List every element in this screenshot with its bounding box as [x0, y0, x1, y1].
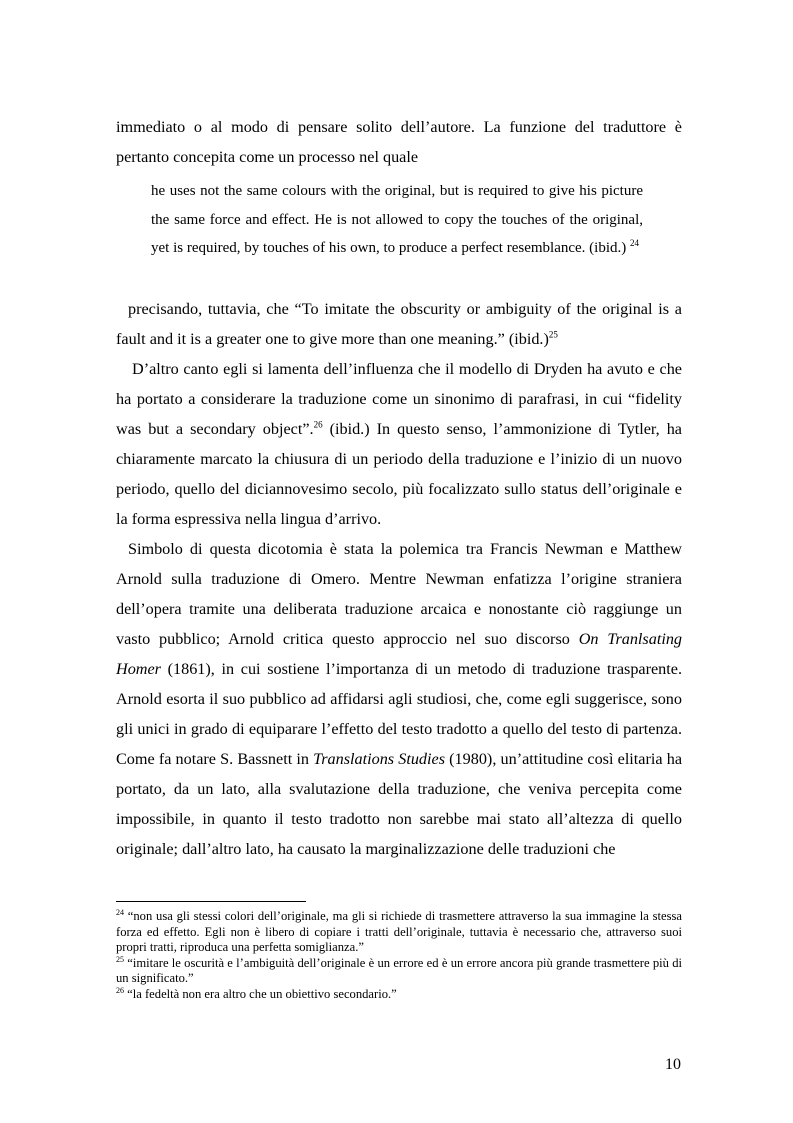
footnote-26 — [116, 987, 682, 1003]
block-quote — [151, 177, 643, 263]
footnote-text: “la fedeltà non era altro che un obiettivo secondario.” — [127, 986, 397, 1001]
paragraph-1 — [116, 112, 682, 172]
footnote-separator — [116, 901, 306, 902]
paragraph-4 — [116, 534, 682, 864]
page-number: 10 — [665, 1056, 681, 1073]
paragraph-4-text-b: (1861), in cui sostiene l’importanza di un metodo di traduzione trasparente. Arnold esorta il suo pubblico ad affidarsi agli studiosi, che, come egli suggerisce, sono gli unici in grado di equiparare l’effetto del testo tradotto a quello del testo di partenza. Come fa notare S. Bassnett in — [116, 660, 682, 768]
paragraph-4-text-c: (1980), un’attitudine così elitaria ha portato, da un lato, alla svalutazione della traduzione, che veniva percepita come impossibile, in quanto il testo tradotto non sarebbe mai stato all’altezza di quello originale; dall’altro lato, ha causato la marginalizzazione delle traduzioni che — [116, 750, 682, 858]
block-quote-text: he uses not the same colours with the original, but is required to give his picture the same force and effect. He is not allowed to copy the touches of the original, yet is required, by touches of his own, to produce a perfect resemblance. (ibid.) — [151, 183, 643, 256]
footnotes — [116, 909, 682, 1003]
footnote-ref-24: 24 — [630, 238, 640, 248]
paragraph-4-text-a: Simbolo di questa dicotomia è stata la polemica tra Francis Newman e Matthew Arnold sulla traduzione di Omero. Mentre Newman enfatizza l’origine straniera dell’opera tramite una deliberata traduzione arcaica e nonostante ciò raggiunge un vasto pubblico; Arnold critica questo approccio nel suo discorso — [116, 540, 682, 648]
paragraph-1-text: immediato o al modo di pensare solito dell’autore. La funzione del traduttore è pertanto concepita come un processo nel quale — [116, 118, 682, 166]
paragraph-3-text-b: (ibid.) In questo senso, l’ammonizione di Tytler, ha chiaramente marcato la chiusura di un periodo della traduzione e l’inizio di un nuovo periodo, quello del diciannovesimo secolo, più focalizzato sullo status dell’originale e la forma espressiva nella lingua d’arrivo. — [116, 420, 682, 528]
footnote-ref-25: 25 — [548, 329, 558, 340]
footnote-text: “non usa gli stessi colori dell’originale, ma gli si richiede di trasmettere attraverso la sua immagine la stessa forza ed effetto. Egli non è libero di copiare i tratti dell’originale, tuttavia è necessario che, attraverso suoi propri tratti, riproduca una perfetta somiglianza.” — [116, 909, 682, 955]
paragraph-2-text: precisando, tuttavia, che “To imitate the obscurity or ambiguity of the original is a fault and it is a greater one to give more than one meaning.” (ibid.) — [116, 300, 682, 348]
book-title-on-translating-homer: On Tranlsating Homer — [116, 630, 683, 678]
book-title-translation-studies: Translations Studies — [313, 750, 446, 768]
paragraph-3 — [116, 354, 682, 534]
footnote-24 — [116, 909, 682, 956]
footnote-text: “imitare le oscurità e l’ambiguità dell’originale è un errore ed è un errore ancora più grande trasmettere più di un significato.” — [116, 955, 682, 986]
footnote-number: 24 — [116, 907, 124, 917]
paragraph-2 — [116, 294, 682, 354]
footnote-25 — [116, 956, 682, 987]
footnote-number: 25 — [116, 954, 124, 964]
footnote-number: 26 — [116, 985, 124, 995]
footnote-ref-26: 26 — [313, 419, 323, 430]
paragraph-3-text-a: D’altro canto egli si lamenta dell’influenza che il modello di Dryden ha avuto e che ha portato a considerare la traduzione come un sinonimo di parafrasi, in cui “fidelity was but a secondary object”. — [116, 360, 682, 438]
